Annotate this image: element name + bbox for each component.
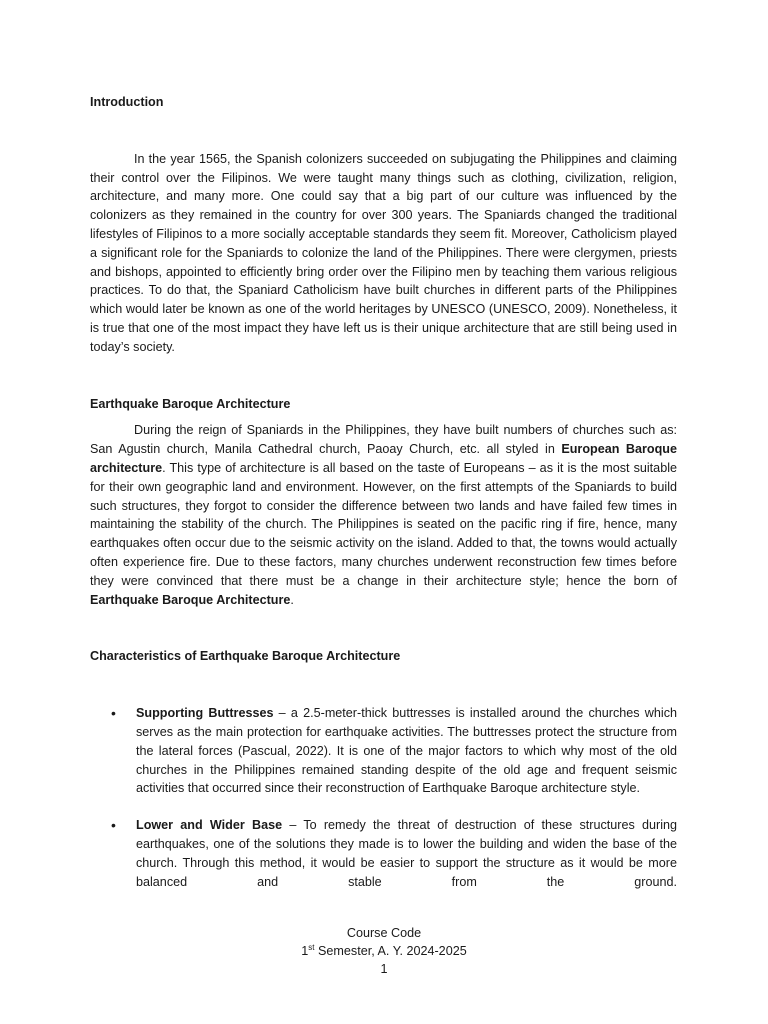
bullet-icon: • bbox=[111, 705, 116, 722]
eq-bold-earthquake-baroque: Earthquake Baroque Architecture bbox=[90, 592, 291, 607]
list-item-title: Supporting Buttresses bbox=[136, 706, 274, 721]
eq-text-3: . bbox=[290, 592, 294, 607]
characteristics-heading: Characteristics of Earthquake Baroque Architecture bbox=[90, 649, 401, 664]
page-number: 1 bbox=[380, 962, 388, 976]
introduction-heading: Introduction bbox=[90, 95, 164, 109]
list-item-text: – To remedy the threat of destruction of these structures during earthquakes, one of the solutions they made is to lower the building and widen the base of the church. Through this method, it would be easier to support the structure as it would be more balanced and stable from the ground. bbox=[136, 818, 677, 889]
footer-semester bbox=[0, 942, 768, 960]
semester-number: 1 bbox=[301, 944, 309, 958]
page-footer bbox=[0, 924, 768, 978]
eq-text-1: During the reign of Spaniards in the Philippines, they have built numbers of churches such as: San Agustin church, Manila Cathedral church, Paoay Church, etc. all styled in bbox=[90, 423, 677, 457]
semester-text: Semester, A. Y. 2024-2025 bbox=[314, 944, 467, 958]
list-item-supporting-buttresses bbox=[90, 704, 677, 798]
list-item-lower-wider-base bbox=[90, 816, 677, 891]
semester-ordinal: st bbox=[308, 942, 315, 952]
footer-course-code: Course Code bbox=[346, 926, 422, 940]
list-item-title: Lower and Wider Base bbox=[136, 818, 283, 833]
characteristics-list bbox=[90, 704, 677, 891]
document-body bbox=[90, 93, 677, 891]
earthquake-baroque-heading: Earthquake Baroque Architecture bbox=[90, 396, 291, 411]
introduction-paragraph: In the year 1565, the Spanish colonizers succeeded on subjugating the Philippines and claiming their control over the Filipinos. We were taught many things such as clothing, civilization, religion, architecture, and many more. One could say that a big part of our culture was influenced by the colonizers as they remained in the country for over 300 years. The Spaniards changed the traditional lifestyles of Filipinos to a more socially acceptable standards they seem fit. Moreover, Catholicism played a significant role for the Spaniards to colonize the land of the Philippines. There were clergymen, priests and bishops, appointed to efficiently bring order over the Filipino men by teaching them various religious practices. To do that, the Spaniard Catholicism have built churches in different parts of the Philippines which would later be known as one of the world heritages by UNESCO (UNESCO, 2009). Nonetheless, it is true that one of the most impact they have left us is their unique architecture that are still being used in today’s society. bbox=[90, 151, 677, 354]
eq-text-2: . This type of architecture is all based on the taste of Europeans – as it is the most suitable for their own geographic land and environment. However, on the first attempts of the Spaniards to build such structures, they forgot to consider the difference between two lands and have failed few times in maintaining the stability of the church. The Philippines is seated on the pacific ring if fire, hence, many earthquakes often occur due to the seismic activity on the island. Added to that, the towns would actually often experience fire. Due to these factors, many churches underwent reconstruction few times before they were convinced that there must be a change in their architecture style; hence the born of bbox=[90, 460, 677, 588]
list-item-text: – a 2.5-meter-thick buttresses is installed around the churches which serves as the main protection for earthquake activities. The buttresses protect the structure from the lateral forces (Pascual, 2022). It is one of the major factors to which why most of the old churches in the Philippines remained standing despite of the old age and frequent seismic activities that occurred since their reconstruction of Earthquake Baroque architecture style. bbox=[136, 706, 677, 796]
bullet-icon: • bbox=[111, 817, 116, 834]
eq-bold-european-baroque: European Baroque architecture bbox=[90, 442, 677, 475]
earthquake-baroque-paragraph bbox=[90, 421, 677, 609]
